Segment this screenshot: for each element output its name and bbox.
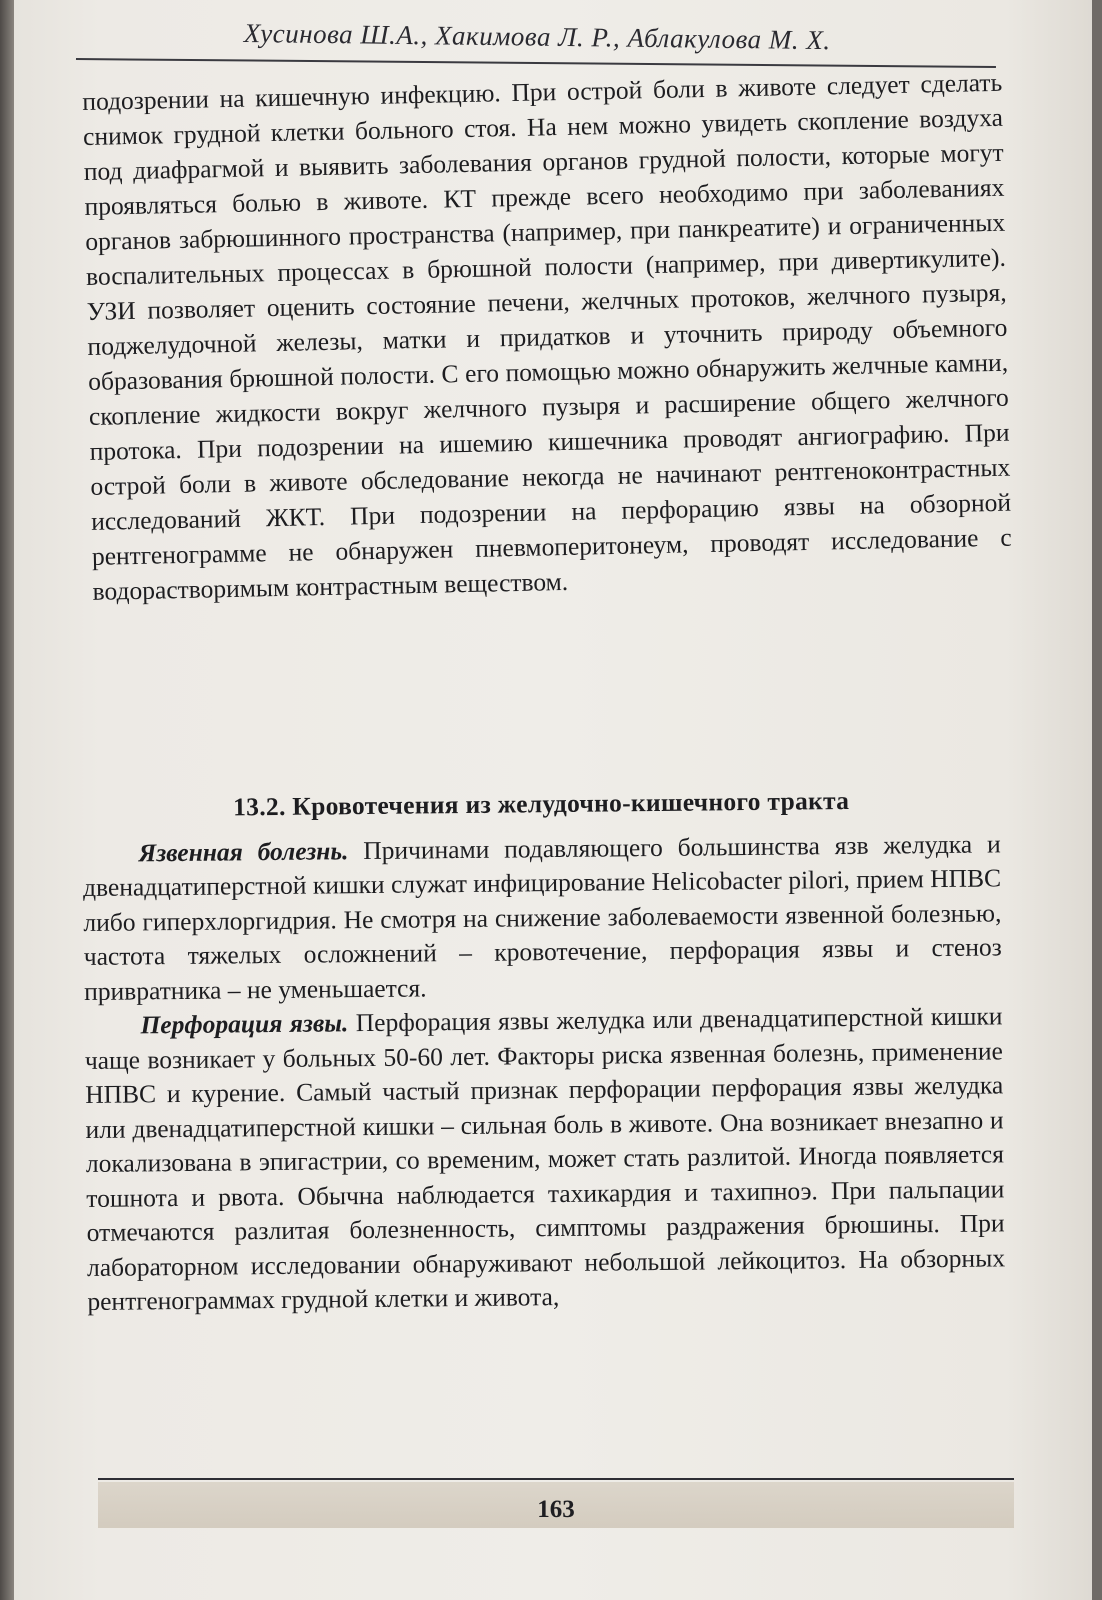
paragraph: подозрении на кишечную инфекцию. При острой боли в животе следует сделать снимок грудной клетки больного стоя. На нем можно увидеть скопление воздуха под диафрагмой и выявить заболевания органов грудной полости, которые могут проявляться болью в животе. КТ прежде всего необходимо при заболеваниях органов забрюшинного пространства (например, при панкреатите) и ограниченных воспалительных процессах в брюшной полости (например, при дивертикулите). УЗИ позволяет оценить состояние печени, желчных протоков, желчного пузыря, поджелудочной железы, матки и придатков и уточнить природу объемного образования брюшной полости. С его помощью можно обнаружить желчные камни, скопление жидкости вокруг желчного пузыря и расширение общего желчного протока. При подозрении на ишемию кишечника проводят ангиографию. При острой боли в животе обследование некогда не начинают рентгеноконтрастных исследований ЖКТ. При подозрении на перфорацию язвы на обзорной рентгенограмме не обнаружен пневмоперитонеум, проводят исследование с водорастворимым контрастным веществом. <box>82 67 1012 606</box>
paragraph-lead: Язвенная болезнь. <box>138 835 349 867</box>
paragraph-text: Перфорация язвы желудка или двенадцатиперстной кишки чаще возникает у больных 50-60 лет. Факторы риска язвенная болезнь, применение НПВС и курение. Самый частый признак перфорации перфорация язвы желудка или двенадцатиперстной кишки – сильная боль в животе. Она возникает внезапно и локализована в эпигастрии, со временим, может стать разлитой. Иногда появляется тошнота и рвота. Обычна наблюдается тахикардия и тахипноэ. При пальпации отмечаются разлитая болезненность, симптомы раздражения брюшины. При лабораторном исследовании обнаруживают небольшой лейкоцитоз. На обзорных рентгенограммах грудной клетки и живота, <box>84 1001 1006 1316</box>
paragraph-text: Причинами подавляющего большинства язв желудка и двенадцатиперстной кишки служат инфицирование Helicobacter pilori, прием НПВС либо гиперхлоргидрия. Не смотря на снижение заболеваемости язвенной болезнью, частота тяжелых осложнений – кровотечение, перфорация язвы и стеноз привратника – не уменьшается. <box>82 828 1002 1006</box>
running-header: Хусинова Ш.А., Хакимова Л. Р., Аблакулова М. Х. <box>243 18 831 56</box>
header-rule <box>76 58 996 68</box>
body-text-top <box>82 65 1013 609</box>
book-spine-edge <box>0 0 14 1600</box>
section-block <box>82 776 1006 1319</box>
book-page <box>14 0 1092 1600</box>
page-number: 163 <box>537 1496 575 1523</box>
paragraph <box>83 827 1003 1009</box>
section-title: 13.2. Кровотечения из желудочно-кишечного тракта <box>233 785 850 822</box>
paragraph-lead: Перфорация язвы. <box>140 1008 349 1040</box>
footer-rule <box>98 1478 1014 1480</box>
paragraph <box>84 999 1005 1319</box>
